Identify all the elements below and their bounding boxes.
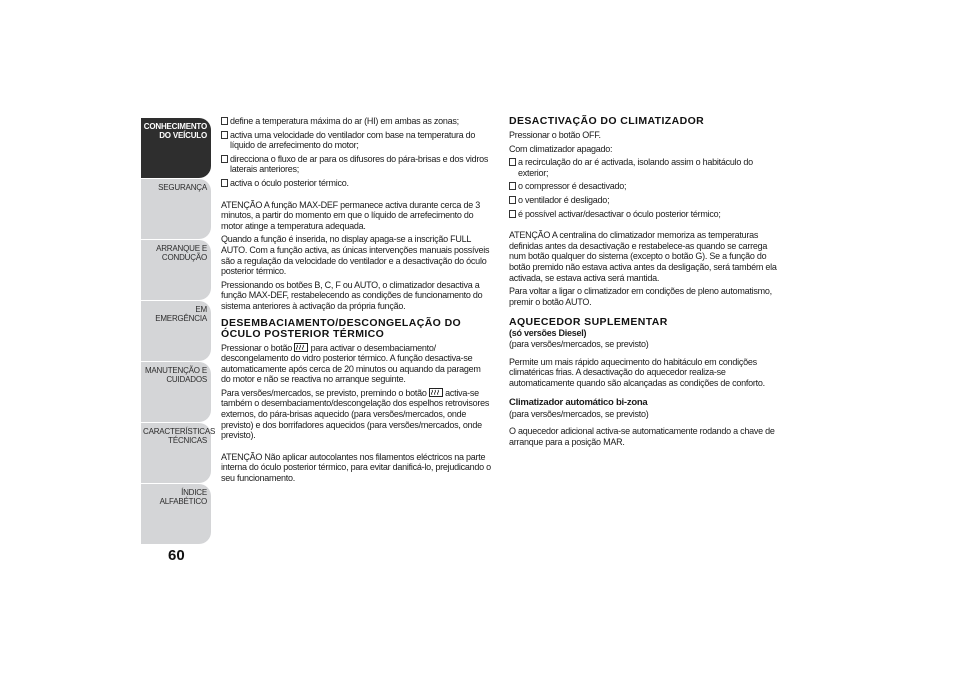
paragraph: (para versões/mercados, se previsto) — [509, 408, 649, 419]
text-fragment: para activar o desembaciamento/ descongelamento do vidro posterior térmico. A função desactiva-se automaticamente após cerca de 20 minutos ou aquando da paragem do motor e não se reactiva no arranque seguinte. — [221, 342, 481, 385]
bullet-item — [221, 116, 491, 127]
checkbox-bullet-icon — [509, 182, 516, 190]
rear-defrost-icon — [294, 343, 308, 352]
section-heading: AQUECEDOR SUPLEMENTAR — [509, 316, 668, 329]
tab-label: ARRANQUE E CONDUÇÃO — [156, 244, 207, 262]
bullet-item — [221, 130, 491, 151]
attention-note: ATENÇÃO A função MAX-DEF permanece activa durante cerca de 3 minutos, a partir do momento em que o líquido de arrefecimento do motor atinge a temperatura adequada. — [221, 199, 480, 231]
checkbox-bullet-icon — [221, 131, 228, 139]
paragraph: Pressionando os botões B, C, F ou AUTO, o climatizador desactiva a função MAX-DEF, restabelecendo as condições de funcionamento do sistema anteriores à activação da própria função. — [221, 279, 483, 311]
tab-label: ÍNDICE ALFABÉTICO — [159, 488, 207, 506]
text-fragment: activa-se também o desembaciamento/descongelação dos espelhos retrovisores externos, do pára-brisas aquecido (para versões/mercados, onde previsto) e dos borrifadores aquecidos (para versões/mercados, onde previsto). — [221, 387, 490, 441]
paragraph: Quando a função é inserida, no display apaga-se a inscrição FULL AUTO. Com a função activa, as únicas intervenções manuais possíveis são a regulação da velocidade do ventilador e a desactivação do óculo posterior térmico. — [221, 234, 490, 277]
rear-defrost-icon — [429, 388, 443, 397]
tab-em-emergencia[interactable] — [141, 301, 211, 361]
bullet-text: activa uma velocidade do ventilador com base na temperatura do líquido de arrefecimento do motor; — [230, 129, 476, 151]
attention-note: ATENÇÃO Não aplicar autocolantes nos filamentos eléctricos na parte interna do óculo posterior térmico, para evitar danificá-lo, prejudicando o seu funcionamento. — [221, 451, 491, 484]
bullet-text: activa o óculo posterior térmico. — [230, 177, 349, 188]
checkbox-bullet-icon — [509, 210, 516, 218]
tab-label: MANUTENÇÃO E CUIDADOS — [144, 366, 207, 384]
section-subheading: Climatizador automático bi-zona — [509, 397, 648, 409]
paragraph: O aquecedor adicional activa-se automaticamente rodando a chave de arranque para a posição MAR. — [509, 426, 775, 448]
paragraph: Para voltar a ligar o climatizador em condições de pleno automatismo, premir o botão AUTO. — [509, 286, 772, 307]
bullet-item — [221, 154, 491, 175]
bullet-item — [509, 181, 779, 192]
paragraph: Pressionar o botão OFF. — [509, 130, 601, 140]
bullet-text: define a temperatura máxima do ar (HI) em ambas as zonas; — [230, 116, 459, 126]
bullet-text: o compressor é desactivado; — [518, 181, 627, 192]
page-number: 60 — [168, 547, 185, 564]
section-subheading: (só versões Diesel) — [509, 328, 587, 339]
paragraph: Com climatizador apagado: — [509, 143, 613, 154]
tab-label: SEGURANÇA — [158, 183, 207, 192]
paragraph: (para versões/mercados, se previsto) — [509, 338, 649, 349]
bullet-item — [509, 209, 779, 220]
attention-note: ATENÇÃO A centralina do climatizador memoriza as temperaturas definidas antes da desactivação e restabelece-as quando se carrega num botão qualquer do sistema (excepto o botão G). Se a função do botão premido não estava activa antes da desligação, será também ela activada, se estava activa será mantida. — [509, 230, 777, 283]
tab-label: CONHECIMENTO DO VEÍCULO — [143, 122, 207, 140]
paragraph: Permite um mais rápido aquecimento do habitáculo em condições climatéricas frias. A desactivação do aquecedor realiza-se automaticamente quando são alcançadas as condições de conforto. — [509, 356, 765, 388]
tab-label: EM EMERGÊNCIA — [155, 305, 207, 323]
checkbox-bullet-icon — [221, 117, 228, 125]
tab-conhecimento-do-veiculo[interactable] — [141, 118, 211, 178]
checkbox-bullet-icon — [221, 179, 228, 187]
checkbox-bullet-icon — [509, 158, 516, 166]
paragraph — [221, 343, 491, 385]
section-heading: DESEMBACIAMENTO/DESCONGELAÇÃO DO ÓCULO POSTERIOR TÉRMICO — [221, 316, 462, 340]
tab-seguranca[interactable] — [141, 179, 211, 239]
bullet-text: o ventilador é desligado; — [518, 194, 610, 205]
bullet-item — [509, 157, 779, 178]
tab-arranque-e-conducao[interactable] — [141, 240, 211, 300]
tab-caracteristicas-tecnicas[interactable] — [141, 423, 216, 483]
bullet-item — [221, 178, 491, 189]
checkbox-bullet-icon — [509, 196, 516, 204]
paragraph — [221, 388, 491, 441]
bullet-text: a recirculação do ar é activada, isolando assim o habitáculo do exterior; — [518, 157, 753, 178]
text-fragment: Para versões/mercados, se previsto, premindo o botão — [221, 387, 427, 398]
text-fragment: Pressionar o botão — [221, 342, 293, 353]
bullet-text: é possível activar/desactivar o óculo posterior térmico; — [518, 208, 721, 219]
right-column — [509, 116, 779, 451]
left-column — [221, 116, 491, 487]
tab-manutencao-e-cuidados[interactable] — [141, 362, 211, 422]
tab-label: CARACTERÍSTICAS TÉCNICAS — [143, 427, 216, 445]
bullet-item — [509, 195, 779, 206]
section-heading: DESACTIVAÇÃO DO CLIMATIZADOR — [509, 115, 705, 127]
bullet-text: direcciona o fluxo de ar para os difusores do pára-brisas e dos vidros laterais anteriores; — [230, 153, 489, 175]
tab-indice-alfabetico[interactable] — [141, 484, 211, 544]
checkbox-bullet-icon — [221, 155, 228, 163]
